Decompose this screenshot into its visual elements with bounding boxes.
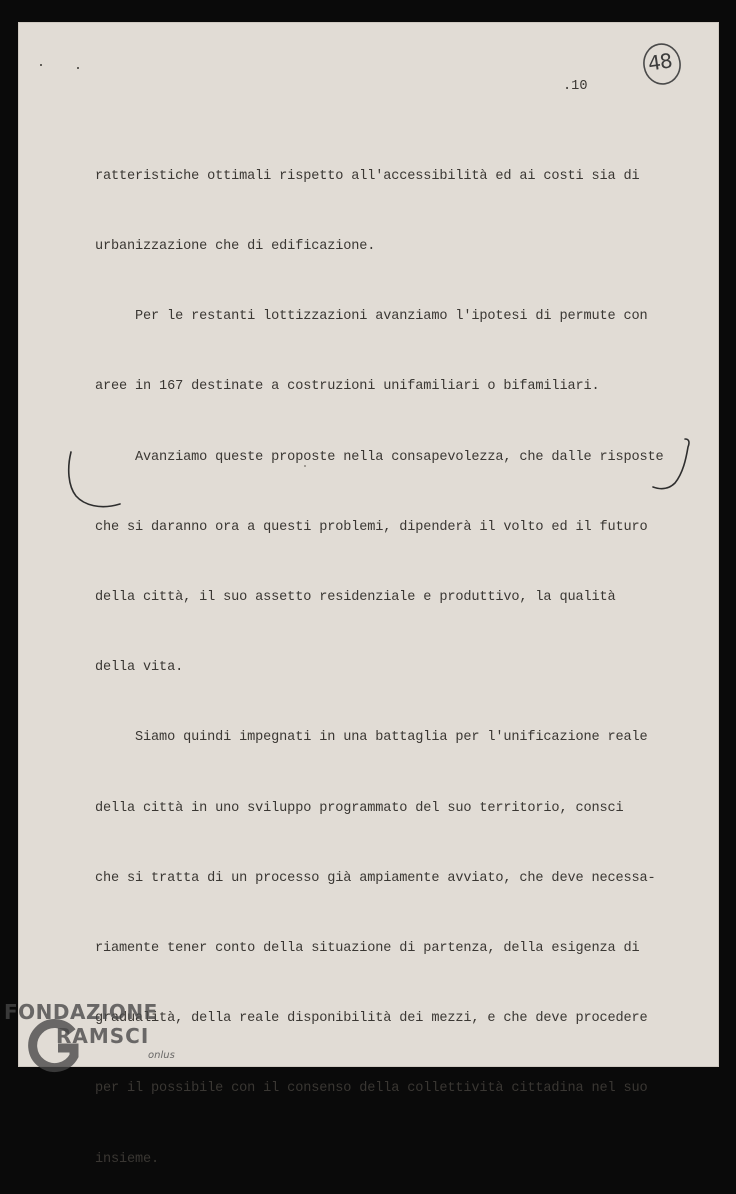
- ink-speck: [77, 67, 79, 69]
- typed-body: [95, 118, 695, 1194]
- watermark-line2: RAMSCI: [56, 1024, 150, 1048]
- text-line: che si tratta di un processo già ampiamente avviato, che deve necessa-: [95, 870, 656, 886]
- text-line: gradualità, della reale disponibilità dei mezzi, e che deve procedere: [95, 1011, 648, 1027]
- watermark-line3: onlus: [148, 1050, 175, 1061]
- watermark-line1: FONDAZIONE: [4, 1000, 158, 1024]
- text-line: insieme.: [95, 1151, 160, 1167]
- page-number: .10: [563, 79, 588, 94]
- text-line: per il possibile con il consenso della collettività cittadina nel suo: [95, 1081, 648, 1097]
- text-line: Siamo quindi impegnati in una battaglia per l'unificazione reale: [95, 730, 648, 746]
- text-line: della città, il suo assetto residenziale e produttivo, la qualità: [95, 590, 616, 606]
- text-line: Avanziamo queste proposte nella consapevolezza, che dalle risposte: [95, 449, 664, 465]
- handwritten-right-bracket-icon: [645, 433, 697, 499]
- text-line: della città in uno sviluppo programmato del suo territorio, consci: [95, 800, 624, 816]
- handwritten-left-bracket-icon: [62, 448, 132, 514]
- text-line: urbanizzazione che di edificazione.: [95, 239, 376, 255]
- text-line: aree in 167 destinate a costruzioni unifamiliari o bifamiliari.: [95, 379, 600, 395]
- text-line: riamente tener conto della situazione di partenza, della esigenza di: [95, 941, 640, 957]
- text-line: Per le restanti lottizzazioni avanziamo l'ipotesi di permute con: [95, 309, 648, 325]
- text-line: della vita.: [95, 660, 184, 676]
- ink-speck: [40, 64, 42, 66]
- text-line: che si daranno ora a questi problemi, dipenderà il volto ed il futuro: [95, 519, 648, 535]
- text-line: ratteristiche ottimali rispetto all'accessibilità ed ai costi sia di: [95, 168, 640, 184]
- folio-annotation: 48: [646, 48, 674, 76]
